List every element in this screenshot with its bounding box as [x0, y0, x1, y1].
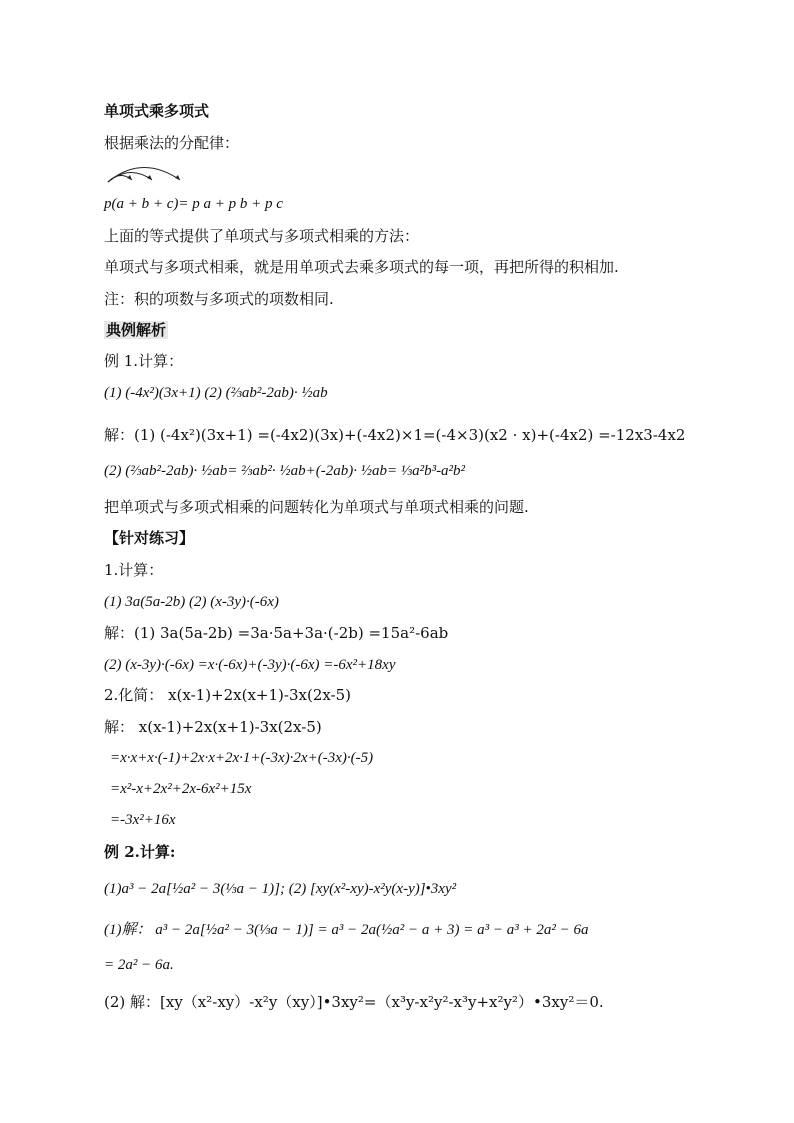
solution-line: 解： x(x-1)+2x(x+1)-3x(2x-5): [104, 718, 322, 736]
section-title: 单项式乘多项式: [104, 102, 210, 120]
text-line: 单项式与多项式相乘，就是用单项式去乘多项式的每一项，再把所得的积相加.: [104, 258, 619, 276]
distribution-arrows-icon: [102, 158, 192, 188]
formula-line: (1) 3a(5a-2b) (2) (x-3y)·(-6x): [104, 594, 279, 610]
solution-line: (2) 解：[xy（x²-xy）-x²y（xy）]•3xy²=（x³y-x²y²-x³y+x²y²）•3xy²＝0.: [104, 993, 604, 1011]
exercise-title: 1.计算：: [104, 561, 164, 579]
solution-step: =x²-x+2x²+2x-6x²+15x: [110, 781, 252, 797]
text-line: 上面的等式提供了单项式与多项式相乘的方法：: [104, 227, 420, 245]
note-line: 注：积的项数与多项式的项数相同.: [104, 290, 334, 308]
section-heading-text: 典例解析: [106, 321, 167, 339]
solution-step: =-3x²+16x: [110, 812, 176, 828]
solution-line: 解：(1) (-4x²)(3x+1) =(-4x2)(3x)+(-4x2)×1=(-4×3)(x2 · x)+(-4x2) =-12x3-4x2: [104, 426, 686, 444]
formula-line: (1) (-4x²)(3x+1) (2) (⅔ab²-2ab)· ½ab: [104, 385, 328, 401]
formula-line: p(a + b + c)= p a + p b + p c: [104, 196, 283, 212]
text-line: 把单项式与多项式相乘的问题转化为单项式与单项式相乘的问题.: [104, 498, 529, 516]
solution-step: = 2a² − 6a.: [104, 957, 174, 973]
solution-line: (2) (x-3y)·(-6x) =x·(-6x)+(-3y)·(-6x) =-6x²+18xy: [104, 657, 396, 673]
section-heading: [104, 320, 734, 340]
formula-line: (1)a³ − 2a[½a² − 3(⅓a − 1)]; (2) [xy(x²-xy)-x²y(x-y)]•3xy²: [104, 881, 457, 897]
text-line: 根据乘法的分配律：: [104, 134, 240, 152]
example-title: 例 2.计算:: [104, 843, 176, 861]
exercise-title: 2.化简： x(x-1)+2x(x+1)-3x(2x-5): [104, 686, 352, 704]
solution-line: (1)解： a³ − 2a[½a² − 3(⅓a − 1)] = a³ − 2a(½a² − a + 3) = a³ − a³ + 2a² − 6a: [104, 922, 589, 938]
practice-heading: 【针对练习】: [104, 529, 195, 547]
solution-line: (2) (⅔ab²-2ab)· ½ab= ⅔ab²· ½ab+(-2ab)· ½ab= ⅓a²b³-a²b²: [104, 463, 466, 479]
solution-line: 解：(1) 3a(5a-2b) =3a·5a+3a·(-2b) =15a²-6ab: [104, 624, 449, 642]
solution-step: =x·x+x·(-1)+2x·x+2x·1+(-3x)·2x+(-3x)·(-5): [110, 750, 374, 766]
example-title: 例 1.计算：: [104, 352, 184, 370]
